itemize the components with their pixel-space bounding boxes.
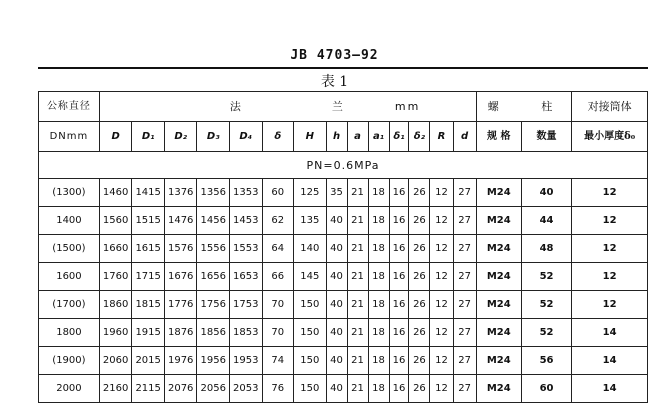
min-thickness-cell: 12 bbox=[572, 235, 648, 263]
dim-cell: 74 bbox=[262, 347, 293, 375]
dim-cell: 150 bbox=[294, 291, 327, 319]
dim-cell: 21 bbox=[347, 319, 368, 347]
dim-cell: 26 bbox=[409, 319, 430, 347]
dim-cell: 21 bbox=[347, 263, 368, 291]
dim-cell: 1356 bbox=[197, 179, 230, 207]
bolt-spec-cell: M24 bbox=[476, 179, 521, 207]
dim-cell: 18 bbox=[368, 263, 389, 291]
bolt-spec-cell: M24 bbox=[476, 319, 521, 347]
dim-cell: 40 bbox=[326, 291, 347, 319]
table-row bbox=[39, 347, 648, 375]
dim-cell: 12 bbox=[430, 319, 453, 347]
flange-header-fa: 法 bbox=[229, 100, 241, 113]
top-rule bbox=[38, 67, 648, 69]
dim-cell: 2060 bbox=[99, 347, 132, 375]
bolt-header-luo: 螺 bbox=[487, 100, 507, 113]
dim-cell: 16 bbox=[389, 347, 409, 375]
dim-cell: 1876 bbox=[164, 319, 197, 347]
dim-cell: 26 bbox=[409, 235, 430, 263]
dim-cell: 1956 bbox=[197, 347, 230, 375]
dim-cell: 2015 bbox=[132, 347, 165, 375]
dim-cell: 40 bbox=[326, 319, 347, 347]
sub-header-min-thickness: 最小厚度δ₀ bbox=[572, 122, 648, 152]
dim-cell: 21 bbox=[347, 207, 368, 235]
dim-cell: 1715 bbox=[132, 263, 165, 291]
dim-cell: 1476 bbox=[164, 207, 197, 235]
bolt-qty-cell: 56 bbox=[521, 347, 571, 375]
table-title: 表 1 bbox=[320, 74, 349, 90]
dim-cell: 1660 bbox=[99, 235, 132, 263]
dim-cell: 26 bbox=[409, 347, 430, 375]
min-thickness-cell: 12 bbox=[572, 291, 648, 319]
dim-cell: 18 bbox=[368, 207, 389, 235]
dim-cell: 18 bbox=[368, 319, 389, 347]
dim-cell: 18 bbox=[368, 375, 389, 403]
dim-cell: 1653 bbox=[230, 263, 263, 291]
dim-cell: 12 bbox=[430, 291, 453, 319]
dim-cell: 1856 bbox=[197, 319, 230, 347]
dim-cell: 27 bbox=[453, 207, 476, 235]
dim-cell: 1576 bbox=[164, 235, 197, 263]
dim-cell: 70 bbox=[262, 291, 293, 319]
sub-header-R: R bbox=[430, 122, 453, 152]
dim-cell: 26 bbox=[409, 291, 430, 319]
dn-cell: (1500) bbox=[39, 235, 100, 263]
bolt-spec-cell: M24 bbox=[476, 207, 521, 235]
table-row bbox=[39, 179, 648, 207]
min-thickness-cell: 12 bbox=[572, 207, 648, 235]
dim-cell: 145 bbox=[294, 263, 327, 291]
dim-cell: 2053 bbox=[230, 375, 263, 403]
dim-cell: 16 bbox=[389, 235, 409, 263]
sub-header-a1: a₁ bbox=[368, 122, 389, 152]
dim-cell: 140 bbox=[294, 235, 327, 263]
dim-cell: 1756 bbox=[197, 291, 230, 319]
dim-cell: 66 bbox=[262, 263, 293, 291]
dim-cell: 16 bbox=[389, 207, 409, 235]
dim-cell: 1415 bbox=[132, 179, 165, 207]
dim-cell: 1615 bbox=[132, 235, 165, 263]
bolt-header-zhu: 柱 bbox=[541, 100, 561, 113]
dim-cell: 2056 bbox=[197, 375, 230, 403]
bolt-header bbox=[476, 92, 572, 122]
dim-cell: 2160 bbox=[99, 375, 132, 403]
data-rows bbox=[39, 179, 648, 403]
bolt-spec-cell: M24 bbox=[476, 347, 521, 375]
dim-cell: 1553 bbox=[230, 235, 263, 263]
dim-cell: 27 bbox=[453, 179, 476, 207]
dim-cell: 27 bbox=[453, 347, 476, 375]
bolt-spec-cell: M24 bbox=[476, 263, 521, 291]
dim-cell: 76 bbox=[262, 375, 293, 403]
dim-cell: 1776 bbox=[164, 291, 197, 319]
dim-cell: 1976 bbox=[164, 347, 197, 375]
table-row bbox=[39, 375, 648, 403]
table-row bbox=[39, 319, 648, 347]
min-thickness-cell: 12 bbox=[572, 179, 648, 207]
dim-cell: 12 bbox=[430, 207, 453, 235]
dim-cell: 21 bbox=[347, 375, 368, 403]
dim-cell: 1453 bbox=[230, 207, 263, 235]
sub-header-D3: D₃ bbox=[197, 122, 230, 152]
sub-header-D4: D₄ bbox=[230, 122, 263, 152]
dim-cell: 26 bbox=[409, 263, 430, 291]
dim-cell: 18 bbox=[368, 347, 389, 375]
sub-header-bolt-spec: 规 格 bbox=[476, 122, 521, 152]
table-row bbox=[39, 235, 648, 263]
dim-cell: 1915 bbox=[132, 319, 165, 347]
sub-header-d: d bbox=[453, 122, 476, 152]
dim-cell: 70 bbox=[262, 319, 293, 347]
sub-header-bolt-qty: 数量 bbox=[521, 122, 571, 152]
dim-cell: 18 bbox=[368, 291, 389, 319]
bolt-qty-cell: 52 bbox=[521, 291, 571, 319]
dim-cell: 40 bbox=[326, 347, 347, 375]
flange-header-lan: 兰 bbox=[331, 100, 343, 113]
shell-header: 对接筒体 bbox=[572, 92, 648, 122]
bolt-qty-cell: 52 bbox=[521, 319, 571, 347]
dim-cell: 16 bbox=[389, 375, 409, 403]
dim-cell: 16 bbox=[389, 263, 409, 291]
dim-cell: 16 bbox=[389, 179, 409, 207]
dim-cell: 26 bbox=[409, 375, 430, 403]
dim-cell: 27 bbox=[453, 235, 476, 263]
dim-cell: 1556 bbox=[197, 235, 230, 263]
table-row bbox=[39, 291, 648, 319]
min-thickness-cell: 14 bbox=[572, 319, 648, 347]
sub-header-D2: D₂ bbox=[164, 122, 197, 152]
table-row bbox=[39, 207, 648, 235]
dn-cell: 1800 bbox=[39, 319, 100, 347]
dn-header-bottom: DNmm bbox=[39, 122, 100, 152]
dim-cell: 16 bbox=[389, 319, 409, 347]
standard-code: JB 4703—92 bbox=[290, 48, 379, 63]
dn-header-top: 公称直径 bbox=[39, 92, 100, 122]
dim-cell: 135 bbox=[294, 207, 327, 235]
bolt-qty-cell: 44 bbox=[521, 207, 571, 235]
dim-cell: 1853 bbox=[230, 319, 263, 347]
dim-cell: 12 bbox=[430, 347, 453, 375]
dim-cell: 125 bbox=[294, 179, 327, 207]
dn-cell: (1700) bbox=[39, 291, 100, 319]
dim-cell: 21 bbox=[347, 291, 368, 319]
dn-cell: (1900) bbox=[39, 347, 100, 375]
dim-cell: 12 bbox=[430, 375, 453, 403]
bolt-spec-cell: M24 bbox=[476, 291, 521, 319]
dim-cell: 27 bbox=[453, 291, 476, 319]
dn-cell: 2000 bbox=[39, 375, 100, 403]
dim-cell: 21 bbox=[347, 179, 368, 207]
dim-cell: 150 bbox=[294, 319, 327, 347]
sub-header-delta2: δ₂ bbox=[409, 122, 430, 152]
sub-header-a: a bbox=[347, 122, 368, 152]
min-thickness-cell: 12 bbox=[572, 263, 648, 291]
dim-cell: 27 bbox=[453, 319, 476, 347]
flange-header-unit: mm bbox=[394, 100, 421, 113]
dim-cell: 40 bbox=[326, 263, 347, 291]
dim-cell: 1676 bbox=[164, 263, 197, 291]
dim-cell: 1953 bbox=[230, 347, 263, 375]
dim-cell: 35 bbox=[326, 179, 347, 207]
dim-cell: 12 bbox=[430, 235, 453, 263]
sub-header-D: D bbox=[99, 122, 132, 152]
flange-header bbox=[99, 92, 476, 122]
sub-header-h: h bbox=[326, 122, 347, 152]
dim-cell: 40 bbox=[326, 207, 347, 235]
pressure-row: PN=0.6MPa bbox=[39, 152, 648, 179]
dim-cell: 12 bbox=[430, 179, 453, 207]
dim-cell: 62 bbox=[262, 207, 293, 235]
dim-cell: 1860 bbox=[99, 291, 132, 319]
dim-cell: 16 bbox=[389, 291, 409, 319]
dim-cell: 1460 bbox=[99, 179, 132, 207]
dn-cell: 1400 bbox=[39, 207, 100, 235]
dim-cell: 40 bbox=[326, 235, 347, 263]
sub-header-delta1: δ₁ bbox=[389, 122, 409, 152]
dim-cell: 40 bbox=[326, 375, 347, 403]
dim-cell: 18 bbox=[368, 235, 389, 263]
min-thickness-cell: 14 bbox=[572, 347, 648, 375]
dim-cell: 150 bbox=[294, 347, 327, 375]
dim-cell: 21 bbox=[347, 347, 368, 375]
table-row bbox=[39, 263, 648, 291]
bolt-spec-cell: M24 bbox=[476, 235, 521, 263]
dim-cell: 1353 bbox=[230, 179, 263, 207]
sub-header-row bbox=[39, 122, 648, 152]
dn-cell: (1300) bbox=[39, 179, 100, 207]
dim-cell: 60 bbox=[262, 179, 293, 207]
dim-cell: 1515 bbox=[132, 207, 165, 235]
sub-header-delta: δ bbox=[262, 122, 293, 152]
dim-cell: 1560 bbox=[99, 207, 132, 235]
sub-header-D1: D₁ bbox=[132, 122, 165, 152]
dim-cell: 2115 bbox=[132, 375, 165, 403]
dim-cell: 1815 bbox=[132, 291, 165, 319]
flange-table bbox=[38, 91, 648, 403]
min-thickness-cell: 14 bbox=[572, 375, 648, 403]
dim-cell: 12 bbox=[430, 263, 453, 291]
dim-cell: 2076 bbox=[164, 375, 197, 403]
dim-cell: 18 bbox=[368, 179, 389, 207]
dim-cell: 1656 bbox=[197, 263, 230, 291]
bolt-qty-cell: 48 bbox=[521, 235, 571, 263]
dim-cell: 27 bbox=[453, 375, 476, 403]
dim-cell: 21 bbox=[347, 235, 368, 263]
bolt-qty-cell: 52 bbox=[521, 263, 571, 291]
bolt-qty-cell: 40 bbox=[521, 179, 571, 207]
sub-header-H: H bbox=[294, 122, 327, 152]
dim-cell: 26 bbox=[409, 179, 430, 207]
dim-cell: 1456 bbox=[197, 207, 230, 235]
dim-cell: 26 bbox=[409, 207, 430, 235]
bolt-qty-cell: 60 bbox=[521, 375, 571, 403]
dim-cell: 1760 bbox=[99, 263, 132, 291]
bolt-spec-cell: M24 bbox=[476, 375, 521, 403]
dn-cell: 1600 bbox=[39, 263, 100, 291]
dim-cell: 1376 bbox=[164, 179, 197, 207]
dim-cell: 150 bbox=[294, 375, 327, 403]
dim-cell: 27 bbox=[453, 263, 476, 291]
dim-cell: 64 bbox=[262, 235, 293, 263]
dim-cell: 1753 bbox=[230, 291, 263, 319]
dim-cell: 1960 bbox=[99, 319, 132, 347]
